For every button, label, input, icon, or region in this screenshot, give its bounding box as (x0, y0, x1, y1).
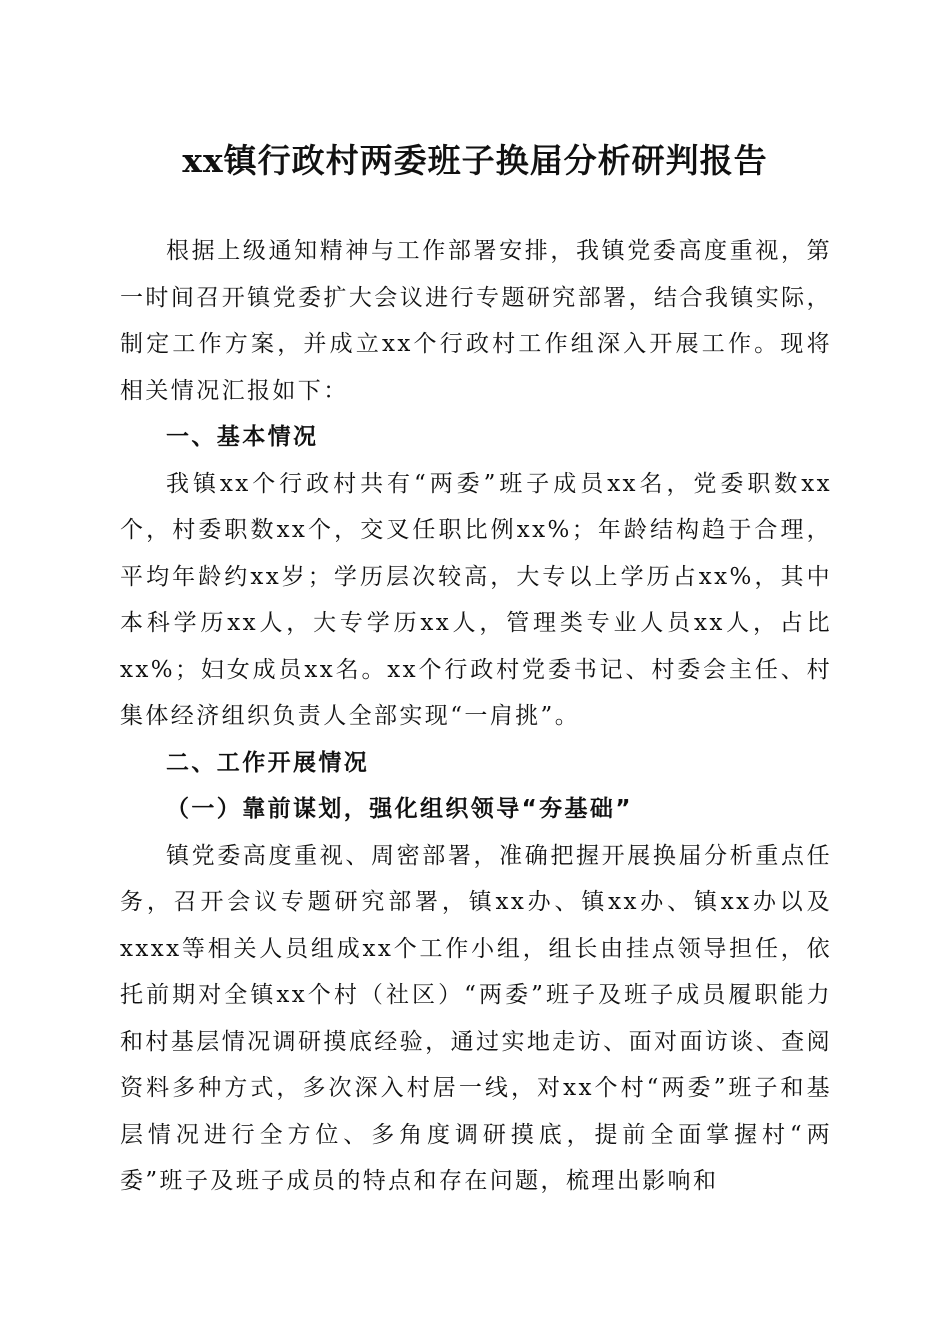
intro-paragraph: 根据上级通知精神与工作部署安排，我镇党委高度重视，第一时间召开镇党委扩大会议进行专题研究部署，结合我镇实际，制定工作方案，并成立xx个行政村工作组深入开展工作。现将相关情况汇报如下： (120, 238, 832, 404)
section-heading-work-progress: 二、工作开展情况 (166, 749, 370, 776)
section-heading-basic-situation: 一、基本情况 (166, 424, 319, 450)
planning-paragraph: 镇党委高度重视、周密部署，准确把握开展换届分析重点任务，召开会议专题研究部署，镇xx办、镇xx办、镇xx办以及xxxx等相关人员组成xx个工作小组，组长由挂点领导担任，依托前期对全镇xx个村（社区）“两委”班子及班子成员履职能力和村基层情况调研摸底经验，通过实地走访、面对面访谈、查阅资料多种方式，多次深入村居一线，对xx个村“两委”班子和基层情况进行全方位、多角度调研摸底，提前全面掌握村“两委”班子及班子成员的特点和存在问题，梳理出影响和 (120, 842, 832, 1194)
document-title: xx镇行政村两委班子换届分析研判报告 (182, 141, 768, 180)
subsection-heading-planning: （一）靠前谋划，强化组织领导“夯基础” (166, 796, 633, 822)
basic-situation-paragraph: 我镇xx个行政村共有“两委”班子成员xx名，党委职数xx个，村委职数xx个，交叉任职比例xx%；年龄结构趋于合理，平均年龄约xx岁；学历层次较高，大专以上学历占xx%，其中本科学历xx人，大专学历xx人，管理类专业人员xx人，占比xx%；妇女成员xx名。xx个行政村党委书记、村委会主任、村集体经济组织负责人全部实现“一肩挑”。 (120, 470, 832, 729)
document-body (120, 228, 832, 1205)
